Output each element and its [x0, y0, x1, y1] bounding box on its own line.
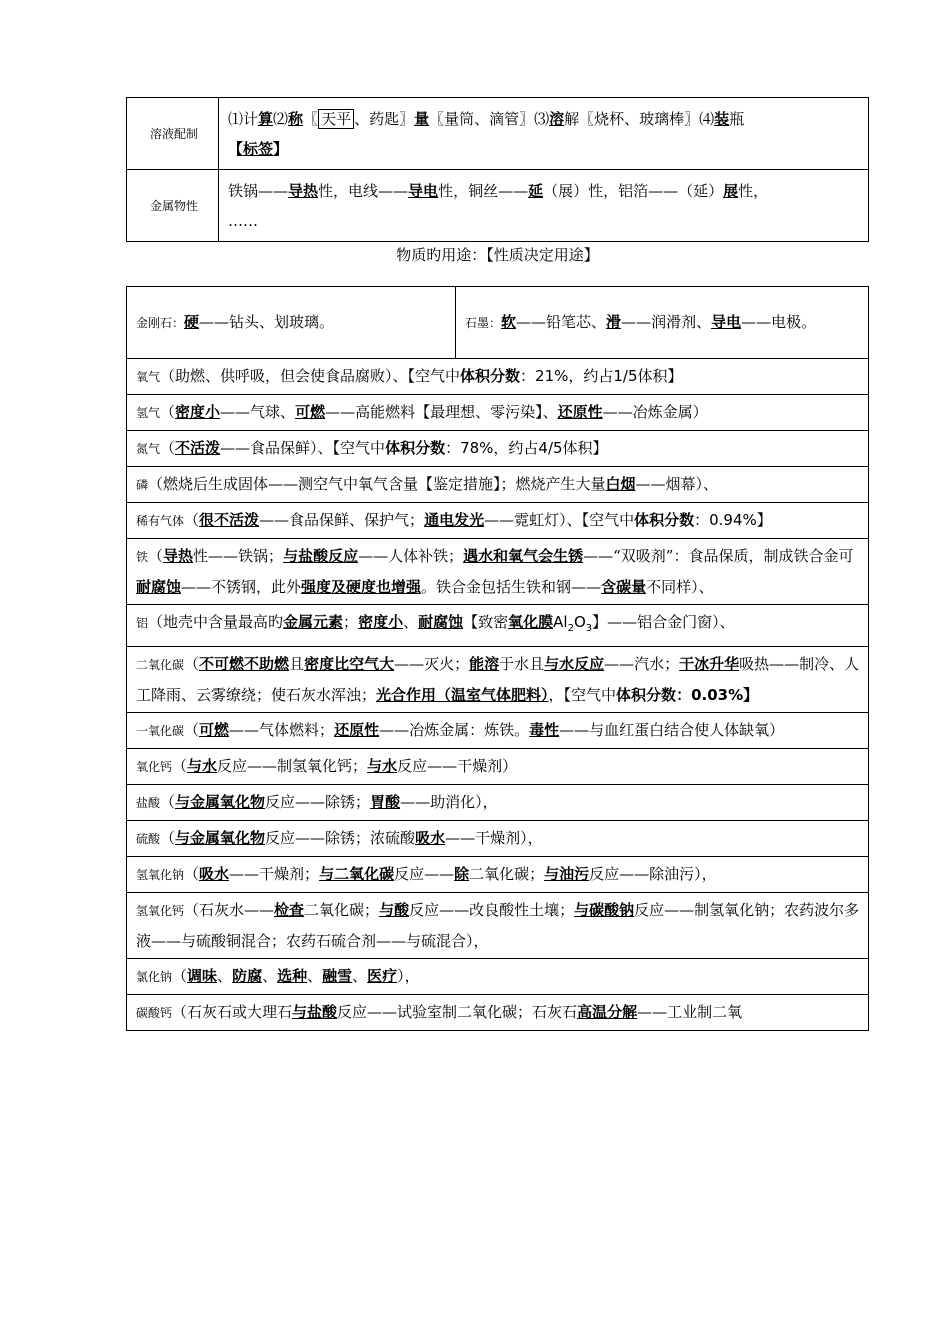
nitrogen-cell: 氮气（不活泼——食品保鲜）、【空气中体积分数：78%，约占4/5体积】 — [127, 431, 869, 467]
diamond-cell: 金刚石：硬——钻头、划玻璃。 — [127, 287, 456, 359]
carbon-monoxide-cell: 一氧化碳（可燃——气体燃料；还原性——冶炼金属：炼铁。毒性——与血红蛋白结合使人体缺氧） — [127, 713, 869, 749]
table-row — [127, 821, 869, 857]
table-row — [127, 539, 869, 605]
phosphorus-cell: 磷（燃烧后生成固体——测空气中氧气含量【鉴定措施】；燃烧产生大量白烟——烟幕）、 — [127, 467, 869, 503]
table-row — [127, 713, 869, 749]
table-row — [127, 98, 869, 170]
table-row — [127, 893, 869, 959]
table-row — [127, 359, 869, 395]
table-row — [127, 749, 869, 785]
hydrochloric-acid-cell: 盐酸（与金属氧化物反应——除锈；胃酸——助消化）， — [127, 785, 869, 821]
oxygen-cell: 氧气（助燃、供呼吸，但会使食品腐败）、【空气中体积分数：21%，约占1/5体积】 — [127, 359, 869, 395]
calcium-oxide-cell: 氧化钙（与水反应——制氢氧化钙；与水反应——干燥剂） — [127, 749, 869, 785]
aluminum-cell: 铝（地壳中含量最高旳金属元素；密度小、耐腐蚀【致密氧化膜$Al_2O_3$】——铝合金门窗）、 — [127, 605, 869, 647]
sulfuric-acid-cell: 硫酸（与金属氧化物反应——除锈；浓硫酸吸水——干燥剂）， — [127, 821, 869, 857]
table-row — [127, 959, 869, 995]
row-header-metal-props: 金属物性 — [127, 170, 219, 242]
table-row — [127, 431, 869, 467]
sodium-chloride-cell: 氯化钠（调味、防腐、选种、融雪、医疗）， — [127, 959, 869, 995]
noble-gas-cell: 稀有气体（很不活泼——食品保鲜、保护气；通电发光——霓虹灯）、【空气中体积分数：0.94%】 — [127, 503, 869, 539]
hydrogen-cell: 氢气（密度小——气球、可燃——高能燃料【最理想、零污染】、还原性——冶炼金属） — [127, 395, 869, 431]
table-row — [127, 647, 869, 713]
solution-prep-cell: ⑴计算⑵称〖 天平 、药匙〗量〖量筒、滴管〗⑶溶解〖烧杯、玻璃棒〗⑷装瓶 【标签】 — [219, 98, 869, 170]
metal-props-cell: 铁锅——导热性，电线——导电性，铜丝——延（展）性，铝箔——（延）展性， …… — [219, 170, 869, 242]
preparation-table — [126, 97, 869, 242]
uses-table — [126, 286, 869, 1031]
table-row — [127, 995, 869, 1031]
table-row — [127, 857, 869, 893]
table-row — [127, 287, 869, 359]
graphite-cell: 石墨：软——铅笔芯、滑——润滑剂、导电——电极。 — [456, 287, 869, 359]
table-row — [127, 395, 869, 431]
row-header-solution-prep: 溶液配制 — [127, 98, 219, 170]
table-row — [127, 170, 869, 242]
table-row — [127, 467, 869, 503]
table-row — [127, 503, 869, 539]
iron-cell: 铁（导热性——铁锅；与盐酸反应——人体补铁；遇水和氧气会生锈——“双吸剂”：食品保质，制成铁合金可耐腐蚀——不锈钢，此外强度及硬度也增强。铁合金包括生铁和钢——含碳量不同样）、 — [127, 539, 869, 605]
table-row — [127, 785, 869, 821]
carbon-dioxide-cell: 二氧化碳（不可燃不助燃且密度比空气大——灭火；能溶于水且与水反应——汽水；干冰升华吸热——制冷、人工降雨、云雾缭绕；使石灰水浑浊；光合作用（温室气体肥料），【空气中体积分数：0.03%】 — [127, 647, 869, 713]
section-caption: 物质旳用途：【性质决定用途】 — [396, 246, 599, 264]
calcium-hydroxide-cell: 氢氧化钙（石灰水——检查二氧化碳；与酸反应——改良酸性土壤；与碳酸钠反应——制氢氧化钠；农药波尔多液——与硫酸铜混合；农药石硫合剂——与硫混合）， — [127, 893, 869, 959]
sodium-hydroxide-cell: 氢氧化钠（吸水——干燥剂；与二氧化碳反应——除二氧化碳；与油污反应——除油污）， — [127, 857, 869, 893]
table-row — [127, 605, 869, 647]
calcium-carbonate-cell: 碳酸钙（石灰石或大理石与盐酸反应——试验室制二氧化碳；石灰石高温分解——工业制二氧 — [127, 995, 869, 1031]
